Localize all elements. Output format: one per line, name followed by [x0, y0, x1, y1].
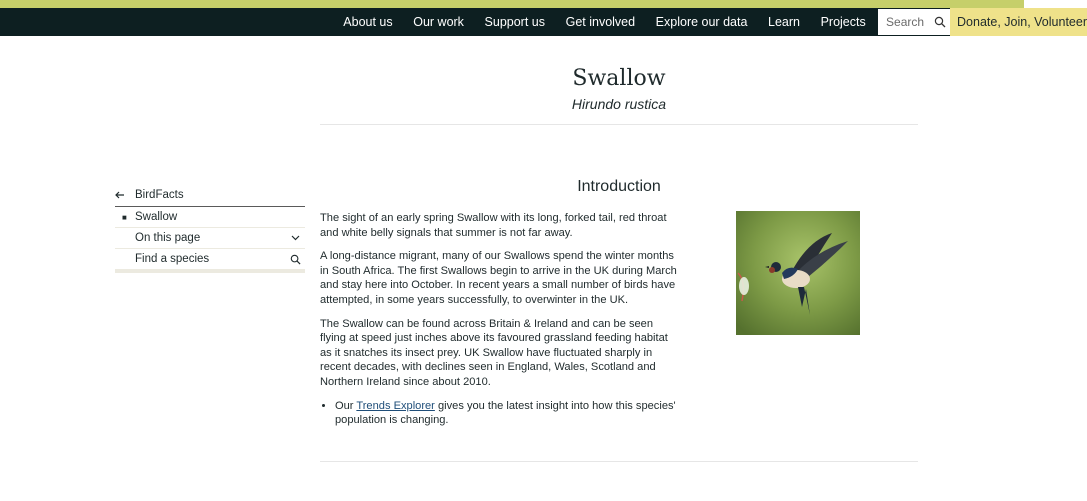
- nav-projects[interactable]: Projects: [820, 15, 866, 29]
- intro-content: [320, 211, 680, 428]
- sidebar: [115, 186, 305, 273]
- nav-support-us[interactable]: Support us: [484, 15, 545, 29]
- intro-paragraph-2: A long-distance migrant, many of our Swallows spend the winter months in South Africa. The first Swallows begin to arrive in the UK during March and stay here into October. In recent years a small number of birds have attempted, in some years successfully, to overwinter in the UK.: [320, 250, 677, 306]
- intro-paragraph-3: The Swallow can be found across Britain & Ireland and can be seen flying at speed just inches above its favoured grassland feeding habitat as it snatches its insect prey. UK Swallow have fluctuated sharply in recent decades, with declines seen in England, Wales, Scotland and Northern Ireland since about 2010.: [320, 317, 668, 388]
- search-icon: [290, 254, 305, 265]
- on-this-page-label: On this page: [135, 232, 201, 244]
- section-heading: Introduction: [577, 178, 661, 195]
- arrow-left-icon: [115, 188, 135, 202]
- nav-get-involved[interactable]: Get involved: [565, 15, 636, 29]
- back-to-birdfacts-link[interactable]: [115, 186, 305, 207]
- chevron-down-icon: [291, 235, 305, 241]
- swallow-photo: [736, 211, 860, 335]
- bullet-suffix: gives you the latest insight into how this species' population is changing.: [335, 399, 676, 427]
- page-title: Swallow: [572, 66, 666, 91]
- find-species-label: Find a species: [135, 253, 210, 265]
- back-label: BirdFacts: [135, 189, 184, 201]
- search-icon[interactable]: [934, 16, 946, 28]
- top-navigation: [0, 8, 1087, 36]
- scientific-name: Hirundo rustica: [571, 96, 667, 112]
- donate-button[interactable]: Donate, Join, Volunteer: [950, 8, 1087, 36]
- divider: [320, 124, 918, 125]
- nav-our-work[interactable]: Our work: [413, 15, 464, 29]
- nav-explore-our-data[interactable]: Explore our data: [655, 15, 748, 29]
- accent-bar: [0, 0, 1024, 8]
- sidebar-bottom-rule: [115, 270, 305, 273]
- trends-explorer-link[interactable]: Trends Explorer: [356, 399, 435, 412]
- current-species-label: Swallow: [135, 211, 178, 223]
- intro-list: [320, 399, 680, 428]
- intro-paragraph-1: The sight of an early spring Swallow with its long, forked tail, red throat and white belly signals that summer is not far away.: [320, 212, 667, 239]
- square-bullet-icon: ■: [122, 212, 127, 222]
- nav-learn[interactable]: Learn: [768, 15, 800, 29]
- search-box: [878, 9, 950, 35]
- search-input[interactable]: [886, 15, 934, 29]
- bullet-prefix: Our: [335, 399, 357, 412]
- divider: [320, 461, 918, 462]
- nav-about-us[interactable]: About us: [343, 15, 393, 29]
- sidebar-item-current[interactable]: [115, 207, 305, 228]
- on-this-page-toggle[interactable]: [115, 228, 305, 249]
- find-species-link[interactable]: [115, 249, 305, 270]
- list-item: [335, 399, 680, 428]
- nav-items: [333, 8, 876, 36]
